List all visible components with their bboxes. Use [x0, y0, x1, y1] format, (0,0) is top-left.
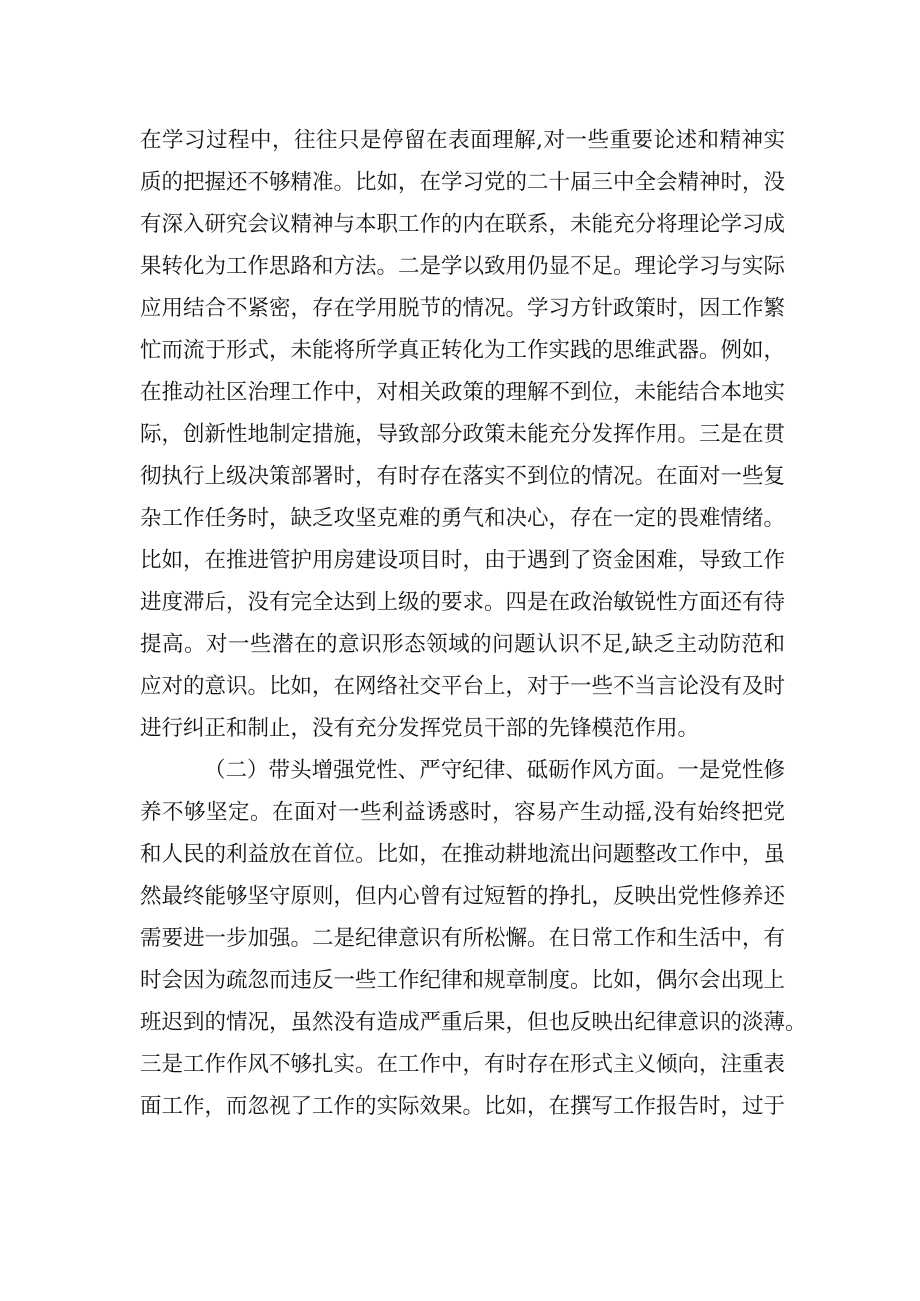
text-line: 时会因为疏忽而违反一些工作纪律和规章制度。比如，偶尔会出现上	[140, 968, 786, 993]
text-line: 应对的意识。比如，在网络社交平台上，对于一些不当言论没有及时	[140, 674, 786, 699]
text-line: 果转化为工作思路和方法。二是学以致用仍显不足。理论学习与实际	[140, 254, 786, 279]
text-line: 三是工作作风不够扎实。在工作中，有时存在形式主义倾向，注重表	[140, 1052, 786, 1077]
text-line: 然最终能够坚守原则，但内心曾有过短暂的挣扎，反映出党性修养还	[140, 884, 786, 909]
text-line: 和人民的利益放在首位。比如，在推动耕地流出问题整改工作中，虽	[140, 842, 786, 867]
text-line: 在学习过程中，往往只是停留在表面理解,对一些重要论述和精神实	[140, 128, 785, 153]
text-line: 面工作，而忽视了工作的实际效果。比如，在撰写工作报告时，过于	[140, 1094, 786, 1119]
text-line: 进度滞后，没有完全达到上级的要求。四是在政治敏锐性方面还有待	[140, 590, 786, 615]
text-line: 质的把握还不够精准。比如，在学习党的二十届三中全会精神时，没	[140, 170, 786, 195]
text-line: 进行纠正和制止，没有充分发挥党员干部的先锋模范作用。	[140, 716, 700, 741]
text-line: 在推动社区治理工作中，对相关政策的理解不到位，未能结合本地实	[140, 380, 786, 405]
text-line: 比如，在推进管护用房建设项目时，由于遇到了资金困难，导致工作	[140, 548, 786, 573]
text-line: 需要进一步加强。二是纪律意识有所松懈。在日常工作和生活中，有	[140, 926, 786, 951]
text-line: 养不够坚定。在面对一些利益诱惑时，容易产生动摇,没有始终把党	[140, 800, 785, 825]
text-line: 彻执行上级决策部署时，有时存在落实不到位的情况。在面对一些复	[140, 464, 786, 489]
text-line: 有深入研究会议精神与本职工作的内在联系，未能充分将理论学习成	[140, 212, 786, 237]
text-line: 杂工作任务时，缺乏攻坚克难的勇气和决心，存在一定的畏难情绪。	[140, 506, 786, 531]
body-text	[140, 120, 807, 1128]
text-line: 应用结合不紧密，存在学用脱节的情况。学习方针政策时，因工作繁	[140, 296, 786, 321]
text-line: （二）带头增强党性、严守纪律、砥砺作风方面。一是党性修	[204, 758, 785, 783]
paragraph-1	[140, 120, 785, 750]
text-line: 际，创新性地制定措施，导致部分政策未能充分发挥作用。三是在贯	[140, 422, 786, 447]
text-line: 班迟到的情况，虽然没有造成严重后果，但也反映出纪律意识的淡薄。	[140, 1010, 807, 1035]
text-line: 忙而流于形式，未能将所学真正转化为工作实践的思维武器。例如，	[140, 338, 786, 363]
text-line: 提高。对一些潜在的意识形态领域的问题认识不足,缺乏主动防范和	[140, 632, 785, 657]
paragraph-2	[140, 750, 807, 1128]
